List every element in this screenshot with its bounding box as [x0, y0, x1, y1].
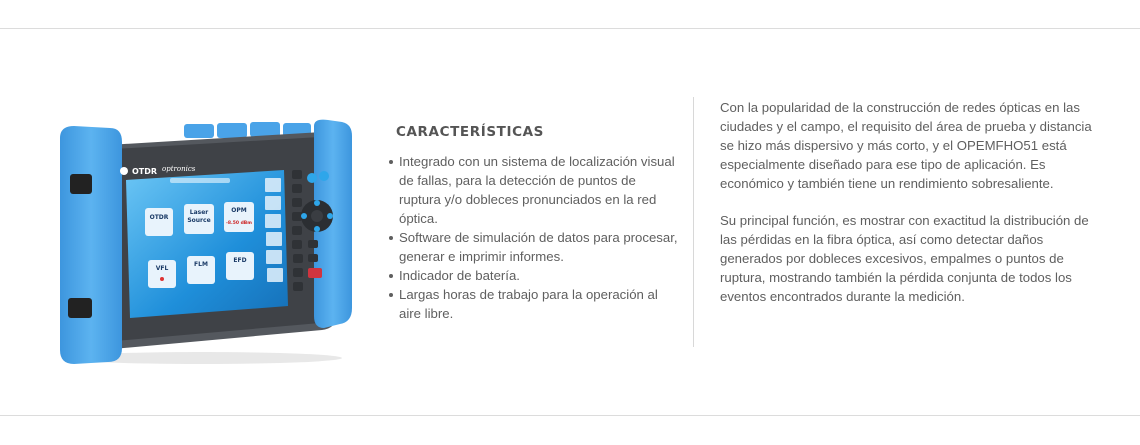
svg-text:VFL: VFL	[155, 265, 169, 272]
svg-text:Source: Source	[187, 217, 211, 224]
svg-text:OTDR: OTDR	[149, 214, 169, 221]
svg-text:Laser: Laser	[189, 209, 209, 216]
column-divider	[693, 97, 694, 347]
features-section	[388, 124, 678, 323]
svg-text:EFD: EFD	[233, 257, 247, 264]
product-image	[52, 118, 352, 368]
svg-text:OTDR: OTDR	[132, 167, 158, 176]
features-heading: CARACTERÍSTICAS	[396, 124, 544, 140]
feature-item: Software de simulación de datos para procesar, generar e imprimir informes.	[388, 228, 678, 266]
svg-text:FLM: FLM	[194, 261, 208, 268]
svg-text:OPM: OPM	[231, 207, 247, 214]
svg-text:-8.50 dBm: -8.50 dBm	[226, 221, 252, 226]
features-list	[388, 152, 678, 323]
feature-item: Indicador de batería.	[388, 266, 678, 285]
feature-item: Largas horas de trabajo para la operación al aire libre.	[388, 285, 678, 323]
bottom-divider	[0, 415, 1140, 416]
top-divider	[0, 28, 1140, 29]
feature-item: Integrado con un sistema de localización visual de fallas, para la detección de puntos de ruptura y/o dobleces pronunciados en la red óptica.	[388, 152, 678, 228]
description-paragraph: Con la popularidad de la construcción de redes ópticas en las ciudades y el campo, el requisito del área de prueba y distancia se hizo más dispersivo y más corto, y el OPEMFHO51 está especialmente diseñado para ese tipo de aplicación. Es económico y también tiene un rendimiento sobresaliente.	[720, 100, 1092, 191]
description-section	[720, 98, 1100, 324]
svg-text:optronics: optronics	[162, 165, 196, 173]
description-paragraph: Su principal función, es mostrar con exactitud la distribución de las pérdidas en la fibra óptica, así como detectar daños generados por dobleces excesivos, empalmes o puntos de ruptura, mostrando también la pérdida conjunta de todos los eventos encontrados durante la medición.	[720, 213, 1089, 304]
